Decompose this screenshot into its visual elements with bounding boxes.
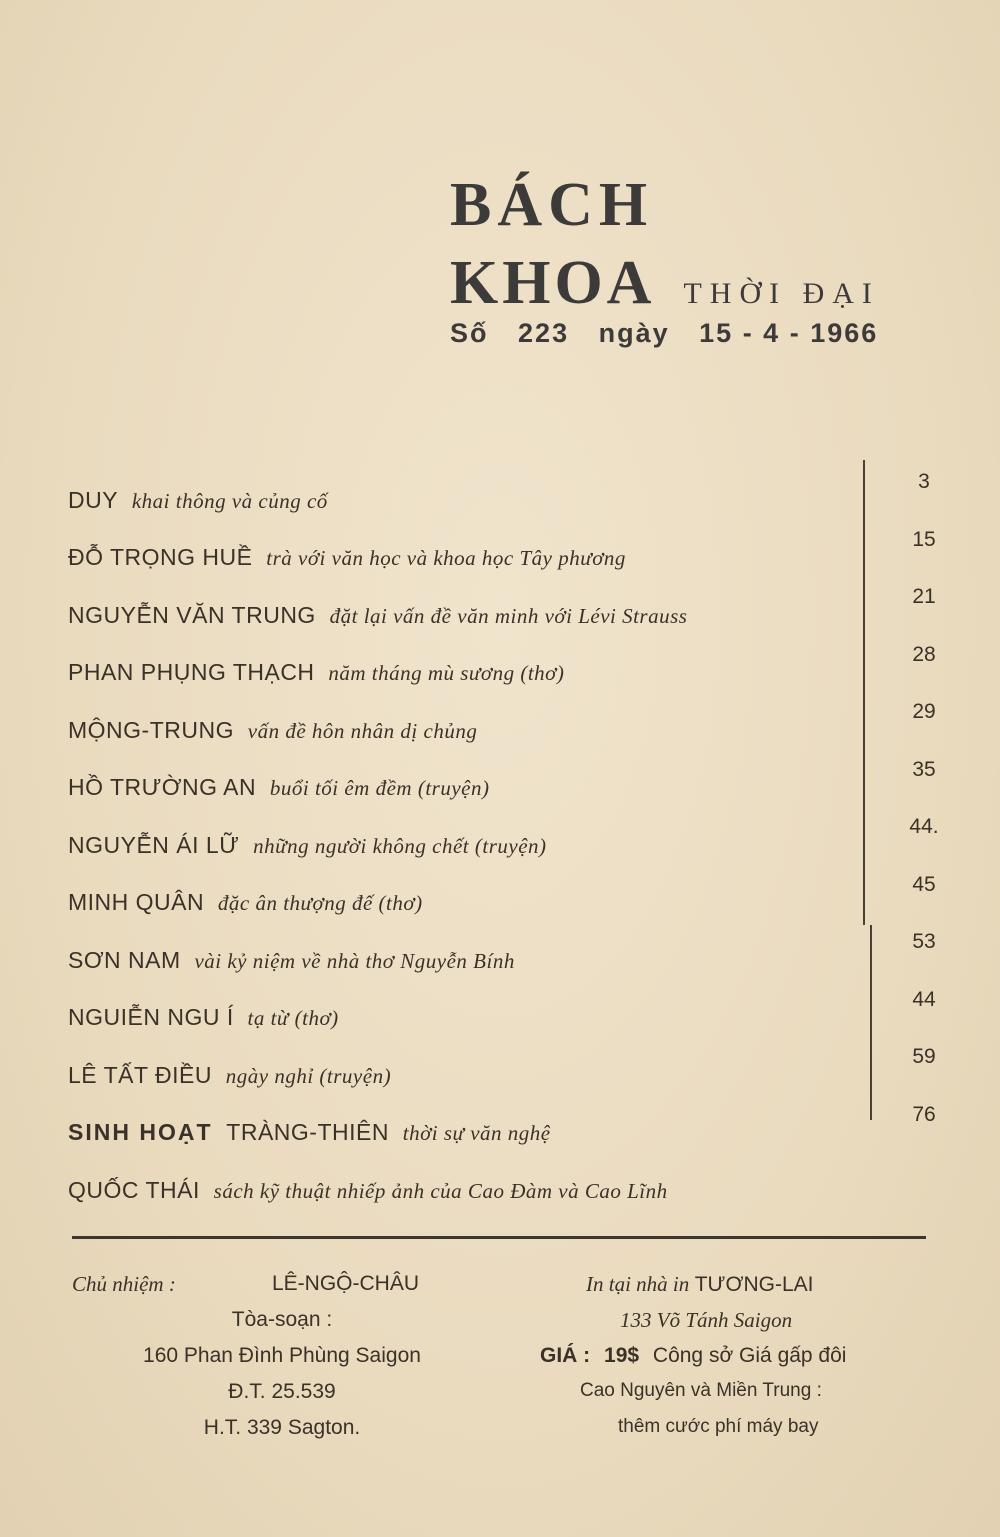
toc-entry[interactable] — [68, 930, 948, 988]
issue-date: 15 - 4 - 1966 — [699, 318, 879, 348]
toc-page-number: 15 — [912, 527, 936, 551]
toc-page-number: 21 — [912, 585, 936, 608]
toc-author: MỘNG-TRUNG — [68, 716, 234, 743]
price-note: Công sở Giá gấp đôi — [652, 1344, 847, 1367]
toc-title: đặt lại vấn đề văn minh với Lévi Strauss — [329, 603, 688, 628]
toc-page-number: 45 — [912, 872, 936, 896]
toc-author: NGUYỄN ÁI LỮ — [68, 831, 240, 858]
toc-entry[interactable] — [68, 528, 948, 586]
toc-entry[interactable] — [68, 815, 948, 873]
toc-page-number: 76 — [912, 1102, 936, 1126]
date-label: ngày — [598, 318, 670, 348]
magazine-subtitle: THỜI ĐẠI — [683, 277, 880, 310]
toc-title: vấn đề hôn nhân dị chủng — [247, 718, 478, 743]
director-label: Chủ nhiệm : — [72, 1272, 176, 1296]
toc-page-number: 28 — [912, 642, 936, 666]
toc-title: tạ từ (thơ) — [247, 1006, 339, 1030]
office-label: Tòa-soạn : — [231, 1308, 333, 1331]
toc-page-number: 44. — [909, 815, 939, 838]
office-phone: Đ.T. 25.539 — [228, 1380, 336, 1403]
magazine-title-line1: BÁCH — [450, 171, 654, 239]
toc-title: trà với văn học và khoa học Tây phương — [266, 546, 626, 570]
toc-title: vài kỷ niệm về nhà thơ Nguyễn Bính — [194, 948, 515, 973]
price-label: GIÁ : — [540, 1344, 591, 1367]
toc-page-number: 29 — [912, 700, 936, 723]
toc-author: DUY — [68, 486, 119, 513]
toc-page-number: 3 — [918, 470, 930, 493]
toc-page-number: 44 — [912, 987, 936, 1011]
magazine-title-line2: KHOA — [450, 249, 656, 317]
airfare-note: thêm cước phí máy bay — [618, 1416, 819, 1437]
toc-title: sách kỹ thuật nhiếp ảnh của Cao Đàm và Cao Lĩnh — [213, 1178, 668, 1203]
toc-title: khai thông và củng cố — [131, 488, 328, 513]
magazine-title-line2-row — [450, 248, 950, 318]
toc-section: SINH HOẠT — [68, 1119, 213, 1145]
footer-publisher-info — [72, 1272, 492, 1452]
footer-printer-info — [540, 1272, 960, 1452]
toc-entry[interactable] — [68, 585, 948, 643]
toc-entry[interactable] — [68, 873, 948, 931]
toc-title: đặc ân thượng đế (thơ) — [217, 891, 423, 915]
issue-line — [450, 318, 950, 349]
printer-name: TƯƠNG-LAI — [694, 1273, 814, 1296]
toc-page-number: 35 — [912, 757, 936, 781]
toc-author: HỒ TRƯỜNG AN — [68, 774, 257, 800]
regions-note: Cao Nguyên và Miền Trung : — [580, 1380, 822, 1401]
toc-title: năm tháng mù sương (thơ) — [328, 661, 565, 685]
printer-label: In tại nhà in — [586, 1272, 690, 1296]
toc-author: NGUYỄN VĂN TRUNG — [68, 601, 316, 628]
toc-title: ngày nghỉ (truyện) — [225, 1063, 392, 1088]
toc-author: LÊ TẤT ĐIỀU — [68, 1061, 212, 1088]
printer-address: 133 Võ Tánh Saigon — [620, 1308, 793, 1332]
toc-author: PHAN PHỤNG THẠCH — [68, 659, 315, 685]
toc-entry[interactable] — [68, 1160, 948, 1218]
toc-entry[interactable] — [68, 700, 948, 758]
toc-entry[interactable] — [68, 758, 948, 816]
toc-entry[interactable] — [68, 988, 948, 1046]
toc-entry[interactable] — [68, 1103, 948, 1161]
toc-author: ĐỖ TRỌNG HUỀ — [68, 544, 253, 570]
toc-author: MINH QUÂN — [68, 889, 205, 915]
toc-title: buổi tối êm đềm (truyện) — [269, 776, 490, 800]
toc-entry[interactable] — [68, 1045, 948, 1103]
office-po-box: H.T. 339 Sagton. — [203, 1416, 361, 1439]
toc-title: những người không chết (truyện) — [253, 833, 547, 858]
issue-number: 223 — [518, 318, 570, 348]
office-address: 160 Phan Đình Phùng Saigon — [143, 1344, 421, 1367]
toc-author: TRÀNG-THIÊN — [226, 1119, 389, 1145]
toc-author: QUỐC THÁI — [68, 1176, 200, 1203]
table-of-contents — [68, 470, 948, 1218]
issue-label: Số — [450, 318, 489, 348]
director-name: LÊ-NGỘ-CHÂU — [272, 1272, 420, 1295]
toc-author: NGUIỄN NGU Í — [68, 1004, 234, 1030]
toc-page-number: 53 — [912, 930, 936, 953]
masthead — [450, 170, 950, 349]
toc-title: thời sự văn nghệ — [402, 1121, 551, 1145]
toc-page-number: 59 — [912, 1045, 936, 1068]
price-value: 19$ — [604, 1344, 640, 1367]
toc-entry[interactable] — [68, 470, 948, 528]
footer-divider — [72, 1236, 926, 1239]
toc-entry[interactable] — [68, 643, 948, 701]
toc-author: SƠN NAM — [68, 946, 181, 973]
